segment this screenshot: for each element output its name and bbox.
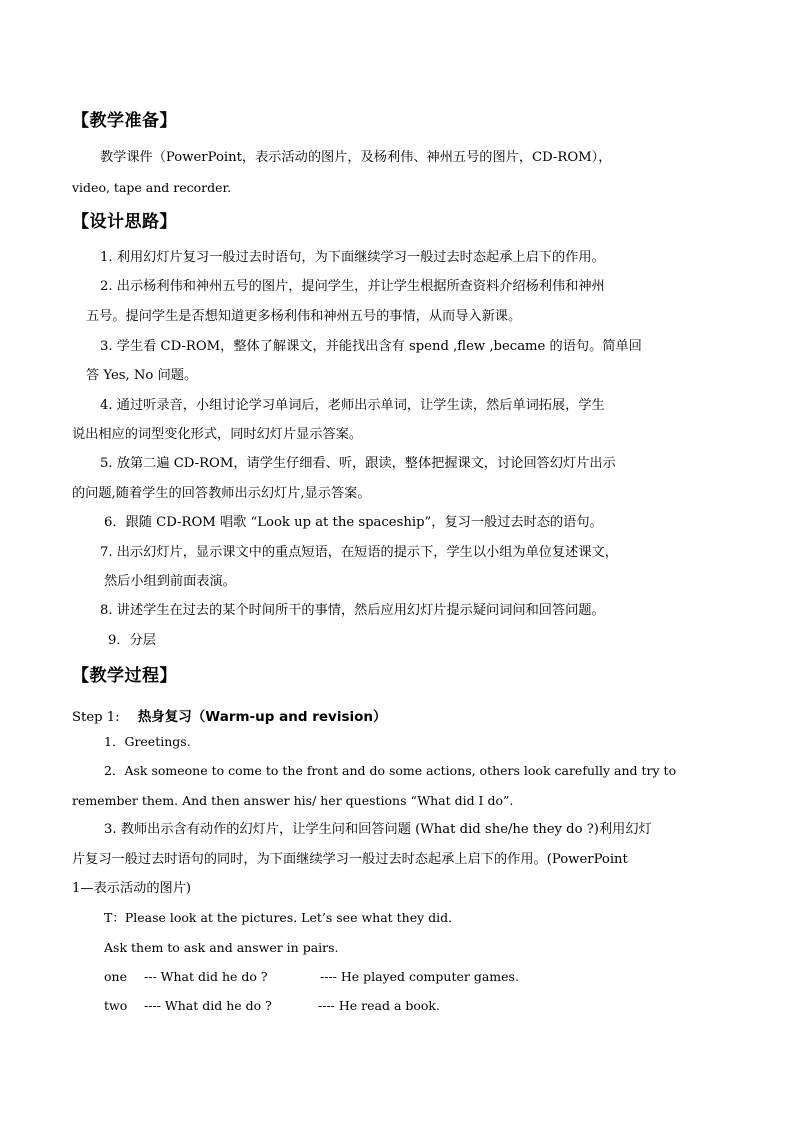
- section-heading-process: 【教学过程】: [72, 666, 177, 686]
- design-item-4: 4. 通过听录音，小组讨论学习单词后，老师出示单词，让学生读，然后单词拓展，学生: [100, 398, 605, 413]
- prep-line-1: 教学课件（PowerPoint，表示活动的图片，及杨利伟、神州五号的图片，CD-ROM），: [100, 150, 612, 165]
- design-item-6: 6．跟随 CD-ROM 唱歌 “Look up at the spaceship”，复习一般过去时态的语句。: [104, 515, 603, 530]
- teacher-line: T：Please look at the pictures. Let’s see what they did．: [104, 910, 461, 925]
- section-heading-prep: 【教学准备】: [72, 111, 177, 131]
- prep-line-2: video, tape and recorder.: [72, 180, 232, 195]
- step-1-header: [72, 705, 387, 725]
- pair-one-answer: ---- He played computer games.: [320, 969, 519, 984]
- pair-one-number: one: [104, 969, 127, 984]
- design-item-7: 7. 出示幻灯片，显示课文中的重点短语，在短语的提示下，学生以小组为单位复述课文，: [100, 545, 618, 560]
- design-item-2-cont: 五号。提问学生是否想知道更多杨利伟和神州五号的事情，从而导入新课。: [86, 309, 522, 324]
- process-item-2: 2．Ask someone to come to the front and do some actions, others look carefully and try to: [104, 763, 677, 778]
- process-item-3: 3. 教师出示含有动作的幻灯片，让学生问和回答问题 (What did she/he they do ?)利用幻灯: [104, 822, 652, 837]
- design-item-5-cont: 的问题,随着学生的回答教师出示幻灯片,显示答案。: [72, 486, 371, 501]
- design-item-8: 8. 讲述学生在过去的某个时间所干的事情，然后应用幻灯片提示疑问词问和回答问题。: [100, 603, 605, 618]
- process-greetings: 1．Greetings.: [104, 734, 191, 749]
- design-item-3-cont: 答 Yes, No 问题。: [86, 368, 198, 383]
- step-1-label: Step 1:: [72, 710, 120, 725]
- design-item-1: 1. 利用幻灯片复习一般过去时语句，为下面继续学习一般过去时态起承上启下的作用。: [100, 250, 605, 265]
- design-item-3: 3. 学生看 CD-ROM，整体了解课文，并能找出含有 spend ,flew ,became 的语句。简单回: [100, 339, 642, 354]
- process-item-3-cont: 片复习一般过去时语句的同时，为下面继续学习一般过去时态起承上启下的作用。(PowerPoint: [72, 852, 628, 867]
- section-heading-design: 【设计思路】: [72, 212, 177, 232]
- step-1-title: 热身复习（Warm-up and revision）: [137, 709, 387, 725]
- pair-one-question: --- What did he do ?: [144, 969, 268, 984]
- pair-two-number: two: [104, 998, 128, 1013]
- design-item-4-cont: 说出相应的词型变化形式，同时幻灯片显示答案。: [72, 427, 363, 442]
- pair-two-answer: ---- He read a book.: [318, 998, 440, 1013]
- process-item-3-cont2: 1—表示活动的图片): [72, 881, 192, 896]
- design-item-7-cont: 然后小组到前面表演。: [104, 574, 236, 589]
- pair-two-question: ---- What did he do ?: [144, 998, 272, 1013]
- design-item-5: 5. 放第二遍 CD-ROM，请学生仔细看、听，跟读，整体把握课文，讨论回答幻灯片出示: [100, 456, 616, 471]
- design-item-2: 2. 出示杨利伟和神州五号的图片，提问学生，并让学生根据所查资料介绍杨利伟和神州: [100, 279, 605, 294]
- design-item-9: 9．分层: [108, 633, 156, 648]
- ask-pairs-line: Ask them to ask and answer in pairs.: [104, 940, 339, 955]
- process-item-2-cont: remember them. And then answer his/ her questions “What did I do”.: [72, 793, 514, 808]
